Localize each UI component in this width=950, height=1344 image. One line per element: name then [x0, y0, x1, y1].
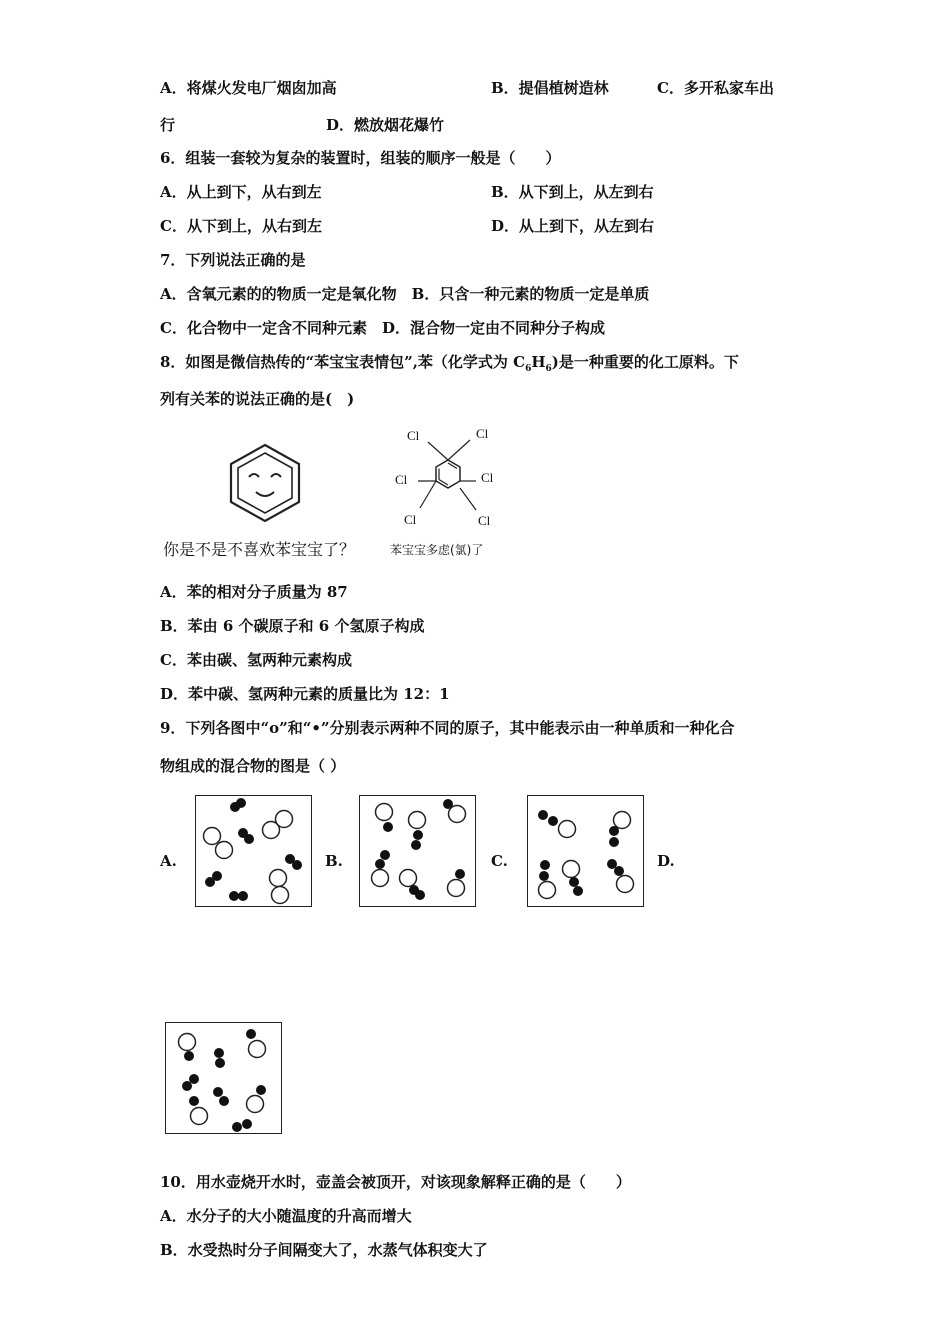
q8-option-b: B．苯由 6 个碳原子和 6 个氢原子构成: [160, 617, 425, 635]
q7-stem: 7．下列说法正确的是: [160, 251, 306, 269]
particle-diagram-b: [359, 795, 476, 907]
particle-diagram-c: [527, 795, 644, 907]
particle-diagram-d: [165, 1022, 282, 1134]
q6-option-b: B．从下到上，从左到右: [491, 183, 654, 201]
q9-stem-line-1: 9．下列各图中“o”和“•”分别表示两种不同的原子，其中能表示由一种单质和一种化合: [160, 719, 735, 737]
hexachlorobenzene-caption: 苯宝宝多虑(氯)了: [390, 543, 484, 557]
q7-options-ab: A．含氧元素的的物质一定是氧化物 B．只含一种元素的物质一定是单质: [160, 285, 650, 303]
q9-label-d: D.: [657, 852, 675, 870]
q10-option-b: B．水受热时分子间隔变大了，水蒸气体积变大了: [160, 1241, 488, 1259]
q5-option-b: B．提倡植树造林: [491, 79, 609, 97]
q8-option-c: C．苯由碳、氢两种元素构成: [160, 651, 352, 669]
q8-stem-line-1: 8．如图是微信热传的“苯宝宝表情包”,苯（化学式为 $C_6H_6$)是一种重要的化工原料。下: [160, 353, 739, 374]
cl-label: Cl: [478, 513, 491, 528]
q8-option-d: D．苯中碳、氢两种元素的质量比为 12：1: [160, 685, 450, 703]
q9-label-a: A.: [160, 852, 177, 870]
cl-label: Cl: [481, 470, 494, 485]
benzene-face-caption: 你是不是不喜欢苯宝宝了？: [163, 540, 356, 559]
q8-option-a: A．苯的相对分子质量为 87: [160, 583, 348, 601]
q6-option-c: C．从下到上，从右到左: [160, 217, 322, 235]
cl-label: Cl: [476, 426, 489, 441]
q10-option-a: A．水分子的大小随温度的升高而增大: [160, 1207, 412, 1225]
q5-option-c: C．多开私家车出: [657, 79, 774, 97]
cl-label: Cl: [404, 512, 417, 527]
q8-stem-line-2: 列有关苯的说法正确的是( ): [160, 390, 355, 408]
cl-label: Cl: [395, 472, 408, 487]
q10-stem: 10．用水壶烧开水时，壶盖会被顶开，对该现象解释正确的是（ ）: [160, 1173, 631, 1191]
q7-options-cd: C．化合物中一定含不同种元素 D．混合物一定由不同种分子构成: [160, 319, 605, 337]
q6-option-a: A．从上到下，从右到左: [160, 183, 322, 201]
q6-option-d: D．从上到下，从左到右: [491, 217, 655, 235]
benzene-face-figure: [225, 440, 305, 524]
q9-stem-line-2: 物组成的混合物的图是（ ）: [160, 757, 346, 775]
q5-option-a: A．将煤火发电厂烟囱加高: [160, 79, 337, 97]
particle-diagram-a: [195, 795, 312, 907]
q9-label-c: C.: [491, 852, 508, 870]
q6-stem: 6．组装一套较为复杂的装置时，组装的顺序一般是（ ）: [160, 149, 561, 167]
q9-label-b: B.: [325, 852, 343, 870]
q5-option-d: D．燃放烟花爆竹: [326, 116, 445, 134]
cl-label: Cl: [407, 428, 420, 443]
hexachlorobenzene-structure: [390, 422, 510, 534]
q5-option-c-continued: 行: [160, 116, 176, 134]
